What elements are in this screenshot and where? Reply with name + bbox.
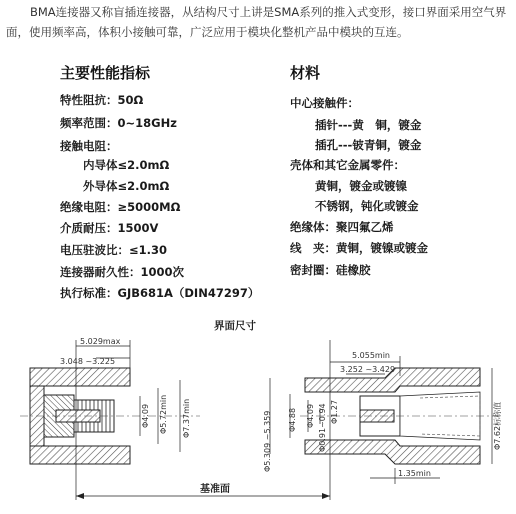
material-housing: 壳体和其它金属零件： bbox=[290, 158, 405, 172]
left-dim-max: 5.029max bbox=[80, 337, 121, 346]
left-dim-range: 3.048 ~3.225 bbox=[60, 357, 116, 366]
left-dim-d3: Φ7.37min bbox=[182, 398, 191, 438]
materials-heading: 材料 bbox=[290, 64, 321, 82]
left-dim-d2: Φ5.72min bbox=[159, 394, 168, 434]
base-plane bbox=[76, 482, 330, 499]
spec-contact-resistance: 接触电阻： bbox=[60, 139, 118, 153]
right-dim-min: 5.055min bbox=[352, 351, 390, 360]
specs-heading: 主要性能指标 bbox=[60, 64, 151, 82]
right-dim-d4: Φ0.91~0.94 bbox=[318, 403, 327, 452]
material-center-contact: 中心接触件： bbox=[290, 96, 359, 110]
spec-insulation: 绝缘电阻：≥5000MΩ bbox=[60, 200, 181, 214]
right-connector-drawing bbox=[263, 340, 502, 500]
spec-dielectric: 介质耐压：1500V bbox=[60, 221, 159, 235]
spec-frequency: 频率范围：0~18GHz bbox=[60, 116, 177, 130]
left-connector-drawing bbox=[20, 337, 200, 500]
material-brass: 黄铜，镀金或镀镍 bbox=[315, 179, 407, 193]
right-dim-d3: Φ4.09 bbox=[306, 403, 315, 428]
spec-standard: 执行标准：GJB681A（DIN47297） bbox=[60, 286, 260, 300]
material-clamp: 线 夹：黄铜，镀镍或镀金 bbox=[290, 241, 428, 255]
right-dim-d1: Φ5.309 ~5.359 bbox=[263, 410, 272, 472]
intro-paragraph: BMA连接器又称盲插连接器，从结构尺寸上讲是SMA系列的推入式变形，接口界面采用空气界面，使用频率高，体积小接触可靠，广泛应用于模块化整机产品中模块的互连。 bbox=[6, 5, 507, 39]
base-plane-label: 基准面 bbox=[200, 484, 230, 495]
spec-vswr: 电压驻波比：≤1.30 bbox=[60, 243, 168, 257]
material-socket: 插孔---铍青铜，镀金 bbox=[315, 138, 422, 152]
spec-impedance: 特性阻抗：50Ω bbox=[60, 93, 144, 107]
material-pin: 插针---黄 铜，镀金 bbox=[315, 118, 422, 132]
material-stainless: 不锈钢，钝化或镀金 bbox=[315, 199, 419, 213]
spec-inner-conductor: 内导体≤2.0mΩ bbox=[83, 158, 170, 172]
right-dim-length: 1.35min bbox=[398, 469, 431, 478]
material-seal: 密封圈：硅橡胶 bbox=[290, 263, 371, 277]
drawing-title: 界面尺寸 bbox=[214, 320, 256, 332]
right-dim-d5: Φ1.27 bbox=[330, 399, 339, 424]
right-dim-d6: Φ7.62标称值 bbox=[493, 401, 502, 450]
right-dim-d2: Φ4.88 bbox=[288, 407, 297, 432]
right-dim-range: 3.252 ~3.429 bbox=[340, 365, 396, 374]
spec-outer-conductor: 外导体≤2.0mΩ bbox=[83, 179, 170, 193]
material-insulator: 绝缘体：聚四氟乙烯 bbox=[290, 220, 394, 234]
left-dim-d1: Φ4.09 bbox=[141, 403, 150, 428]
spec-durability: 连接器耐久性：1000次 bbox=[60, 265, 185, 279]
